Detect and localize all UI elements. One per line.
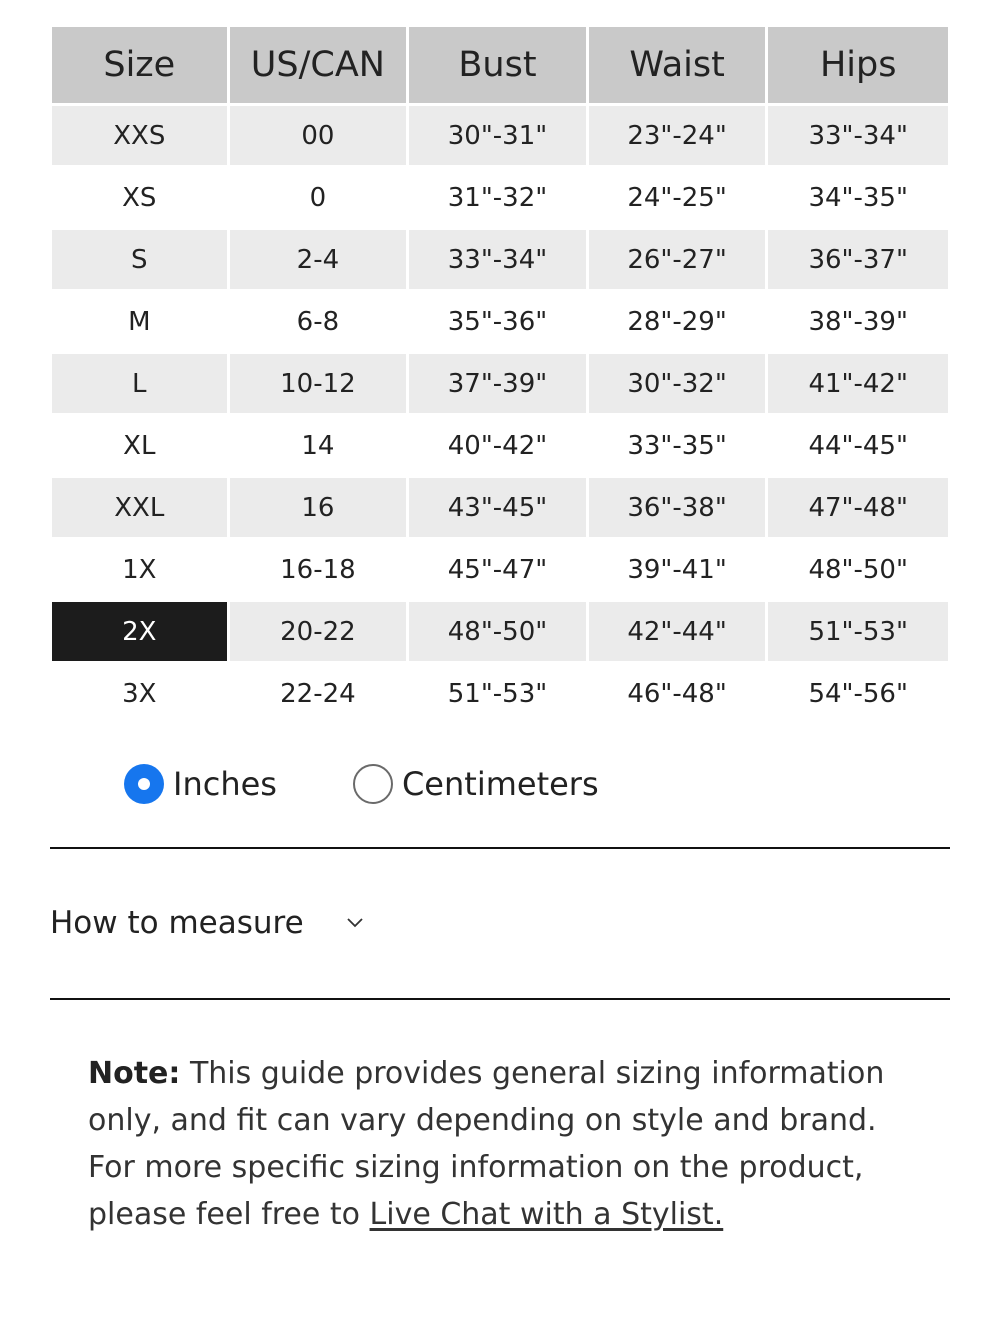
unit-option-inches[interactable] — [124, 764, 277, 804]
us-can-cell: 16 — [230, 478, 410, 540]
hips-cell: 47"-48" — [768, 478, 948, 540]
us-can-cell: 2-4 — [230, 230, 410, 292]
hips-cell: 51"-53" — [768, 602, 948, 664]
waist-cell: 42"-44" — [589, 602, 769, 664]
note-label: Note: — [88, 1056, 181, 1091]
header-bust: Bust — [409, 27, 589, 106]
waist-cell: 24"-25" — [589, 168, 769, 230]
table-header-row — [52, 27, 948, 106]
how-to-measure-toggle[interactable] — [50, 900, 364, 946]
bust-cell: 40"-42" — [409, 416, 589, 478]
table-row — [52, 292, 948, 354]
bust-cell: 33"-34" — [409, 230, 589, 292]
size-chart-table — [52, 27, 948, 726]
size-cell[interactable]: XXL — [52, 478, 230, 540]
bust-cell: 48"-50" — [409, 602, 589, 664]
us-can-cell: 10-12 — [230, 354, 410, 416]
hips-cell: 33"-34" — [768, 106, 948, 168]
us-can-cell: 6-8 — [230, 292, 410, 354]
size-cell[interactable]: XS — [52, 168, 230, 230]
unit-label-inches: Inches — [173, 765, 277, 803]
bust-cell: 31"-32" — [409, 168, 589, 230]
table-row — [52, 664, 948, 726]
table-row — [52, 478, 948, 540]
table-row — [52, 354, 948, 416]
waist-cell: 30"-32" — [589, 354, 769, 416]
us-can-cell: 14 — [230, 416, 410, 478]
us-can-cell: 0 — [230, 168, 410, 230]
unit-label-centimeters: Centimeters — [401, 765, 599, 803]
waist-cell: 36"-38" — [589, 478, 769, 540]
table-row — [52, 168, 948, 230]
hips-cell: 54"-56" — [768, 664, 948, 726]
size-cell[interactable]: 3X — [52, 664, 230, 726]
note-text: This guide provides general sizing information only, and fit can vary depending on style and brand. For more specific sizing information on the product, please feel free to — [88, 1056, 885, 1232]
table-row — [52, 540, 948, 602]
us-can-cell: 00 — [230, 106, 410, 168]
size-cell[interactable]: XXS — [52, 106, 230, 168]
header-waist: Waist — [589, 27, 769, 106]
waist-cell: 26"-27" — [589, 230, 769, 292]
us-can-cell: 22-24 — [230, 664, 410, 726]
how-to-measure-label: How to measure — [50, 905, 304, 941]
hips-cell: 34"-35" — [768, 168, 948, 230]
size-cell[interactable]: XL — [52, 416, 230, 478]
size-cell[interactable]: 1X — [52, 540, 230, 602]
hips-cell: 36"-37" — [768, 230, 948, 292]
chevron-down-icon — [346, 914, 364, 932]
table-row-selected — [52, 602, 948, 664]
size-cell[interactable]: S — [52, 230, 230, 292]
header-size: Size — [52, 27, 230, 106]
hips-cell: 44"-45" — [768, 416, 948, 478]
divider — [50, 998, 950, 1000]
waist-cell: 23"-24" — [589, 106, 769, 168]
hips-cell: 48"-50" — [768, 540, 948, 602]
size-cell[interactable]: L — [52, 354, 230, 416]
header-us-can: US/CAN — [230, 27, 410, 106]
size-cell[interactable]: M — [52, 292, 230, 354]
bust-cell: 51"-53" — [409, 664, 589, 726]
hips-cell: 41"-42" — [768, 354, 948, 416]
live-chat-link[interactable]: Live Chat with a Stylist. — [369, 1197, 724, 1232]
bust-cell: 30"-31" — [409, 106, 589, 168]
hips-cell: 38"-39" — [768, 292, 948, 354]
us-can-cell: 16-18 — [230, 540, 410, 602]
unit-option-centimeters[interactable] — [353, 764, 599, 804]
bust-cell: 45"-47" — [409, 540, 589, 602]
bust-cell: 37"-39" — [409, 354, 589, 416]
table-row — [52, 230, 948, 292]
divider — [50, 847, 950, 849]
size-cell-selected[interactable]: 2X — [52, 602, 230, 664]
waist-cell: 46"-48" — [589, 664, 769, 726]
waist-cell: 28"-29" — [589, 292, 769, 354]
sizing-note — [88, 1050, 918, 1238]
unit-selector — [124, 760, 599, 808]
table-row — [52, 416, 948, 478]
bust-cell: 35"-36" — [409, 292, 589, 354]
us-can-cell: 20-22 — [230, 602, 410, 664]
radio-unchecked-icon[interactable] — [353, 764, 393, 804]
header-hips: Hips — [768, 27, 948, 106]
radio-checked-icon[interactable] — [124, 764, 164, 804]
waist-cell: 33"-35" — [589, 416, 769, 478]
bust-cell: 43"-45" — [409, 478, 589, 540]
waist-cell: 39"-41" — [589, 540, 769, 602]
table-row — [52, 106, 948, 168]
